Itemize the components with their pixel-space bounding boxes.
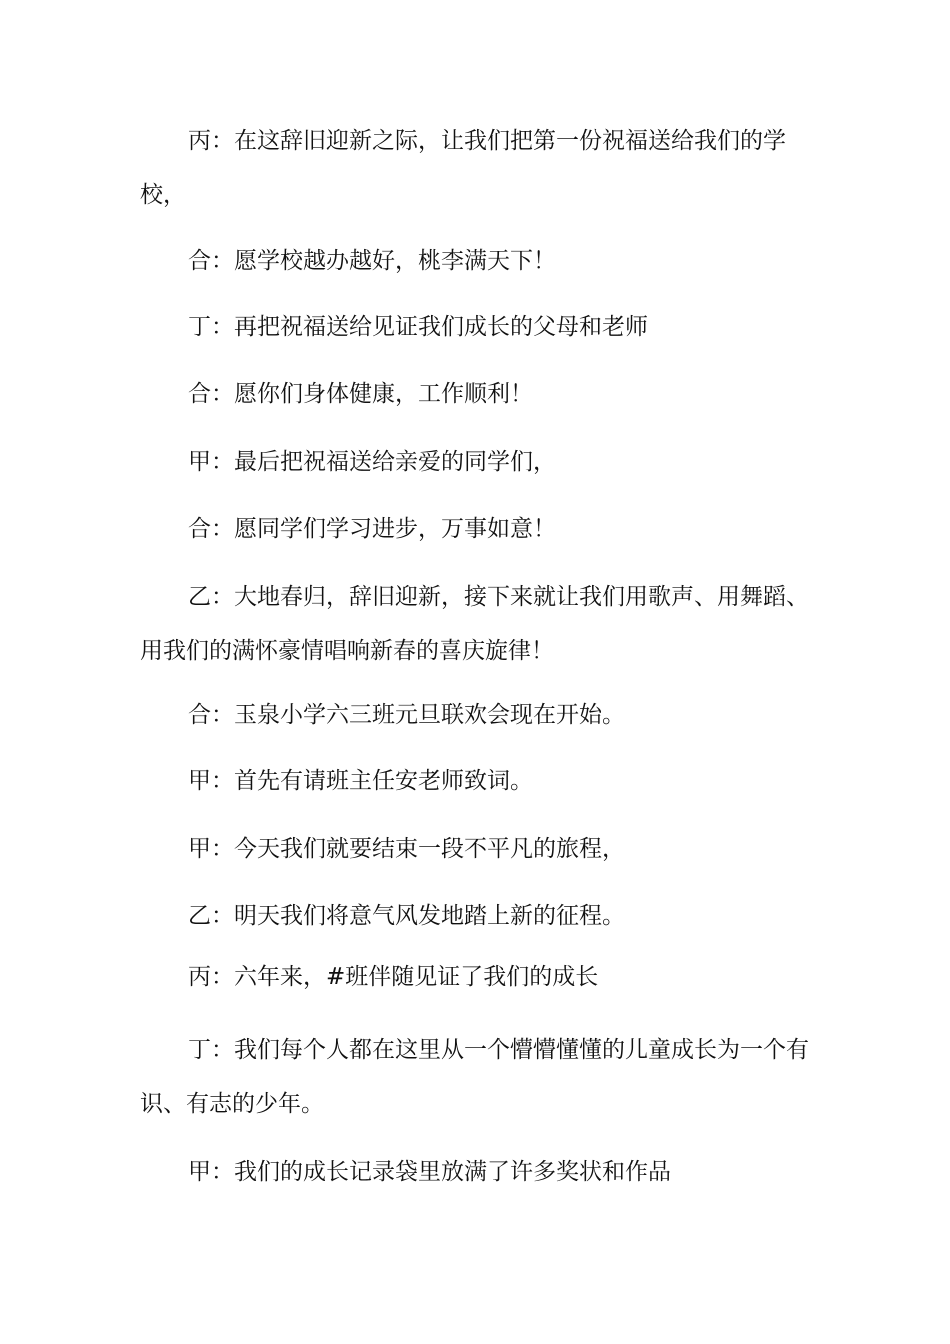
paragraph-3: 丁：再把祝福送给见证我们成长的父母和老师 <box>188 314 648 340</box>
paragraph-4: 合：愿你们身体健康，工作顺利！ <box>188 381 533 407</box>
paragraph-13: 丁：我们每个人都在这里从一个懵懵懂懂的儿童成长为一个有识、有志的少年。 <box>140 1037 809 1117</box>
paragraph-2: 合：愿学校越办越好，桃李满天下！ <box>188 248 556 274</box>
paragraph-10: 甲：今天我们就要结束一段不平凡的旅程， <box>188 836 625 862</box>
paragraph-11: 乙：明天我们将意气风发地踏上新的征程。 <box>188 903 625 929</box>
paragraph-9: 甲：首先有请班主任安老师致词。 <box>188 768 533 794</box>
paragraph-1: 丙：在这辞旧迎新之际，让我们把第一份祝福送给我们的学校， <box>140 128 786 208</box>
paragraph-6: 合：愿同学们学习进步，万事如意！ <box>188 516 556 542</box>
paragraph-5: 甲：最后把祝福送给亲爱的同学们， <box>188 449 556 475</box>
paragraph-8: 合：玉泉小学六三班元旦联欢会现在开始。 <box>188 702 625 728</box>
paragraph-7: 乙：大地春归，辞旧迎新，接下来就让我们用歌声、用舞蹈、用我们的满怀豪情唱响新春的喜庆旋律！ <box>140 584 809 664</box>
paragraph-14: 甲：我们的成长记录袋里放满了许多奖状和作品 <box>188 1159 671 1185</box>
paragraph-12: 丙：六年来，#班伴随见证了我们的成长 <box>188 964 599 990</box>
